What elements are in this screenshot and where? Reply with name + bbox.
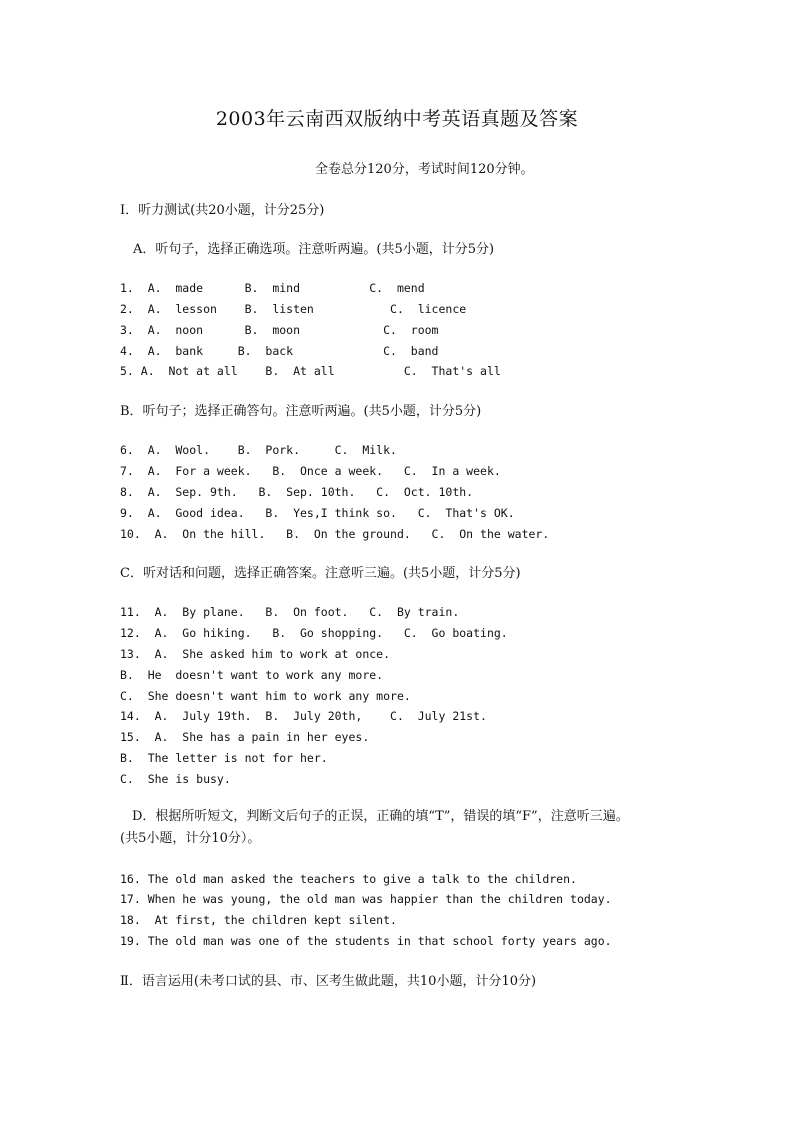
question-item: 16. The old man asked the teachers to give a talk to the children. — [120, 872, 577, 886]
question-item: 18. At first, the children kept silent. — [120, 913, 397, 927]
question-item: 3. A. noon B. moon C. room — [120, 323, 439, 337]
question-item: 6. A. Wool. B. Pork. C. Milk. — [120, 443, 397, 457]
page-title: 2003年云南西双版纳中考英语真题及答案 — [215, 108, 579, 130]
question-item: 12. A. Go hiking. B. Go shopping. C. Go boating. — [120, 626, 508, 640]
question-item: B. The letter is not for her. — [120, 751, 328, 765]
question-item: C. She is busy. — [120, 772, 231, 786]
question-item: 10. A. On the hill. B. On the ground. C. On the water. — [120, 527, 550, 541]
sectionC-heading: C．听对话和问题，选择正确答案。注意听三遍。(共5小题，计分5分) — [120, 566, 521, 581]
question-item: 5. A. Not at all B. At all C. That's all — [120, 364, 501, 378]
question-item: 9. A. Good idea. B. Yes,I think so. C. That's OK. — [120, 506, 515, 520]
sectionB-heading: B．听句子；选择正确答句。注意听两遍。(共5小题，计分5分) — [120, 404, 482, 419]
question-item: 15. A. She has a pain in her eyes. — [120, 730, 370, 744]
question-item: 14. A. July 19th. B. July 20th, C. July 21st. — [120, 709, 487, 723]
question-item: 2. A. lesson B. listen C. licence — [120, 302, 467, 316]
question-item: C. She doesn't want him to work any more. — [120, 689, 411, 703]
question-item: 17. When he was young, the old man was happier than the children today. — [120, 892, 612, 906]
exam-meta: 全卷总分120分，考试时间120分钟。 — [315, 162, 534, 177]
question-item: 13. A. She asked him to work at once. — [120, 647, 391, 661]
question-item: 4. A. bank B. back C. band — [120, 344, 439, 358]
question-item: 7. A. For a week. B. Once a week. C. In a week. — [120, 464, 501, 478]
question-item: 19. The old man was one of the students in that school forty years ago. — [120, 934, 612, 948]
sectionD-heading-line1: D．根据所听短文，判断文后句子的正误，正确的填“T”，错误的填“F”，注意听三遍。 — [132, 809, 629, 824]
sectionD-heading — [120, 806, 680, 850]
part1-heading: I．听力测试(共20小题，计分25分) — [120, 203, 325, 218]
sectionD-heading-line2: (共5小题，计分10分）。 — [120, 831, 261, 846]
question-item: 8. A. Sep. 9th. B. Sep. 10th. C. Oct. 10th. — [120, 485, 474, 499]
question-item: B. He doesn't want to work any more. — [120, 668, 384, 682]
part2-heading: Ⅱ．语言运用(未考口试的县、市、区考生做此题，共10小题，计分10分) — [120, 974, 537, 989]
sectionA-heading: A．听句子，选择正确选项。注意听两遍。(共5小题，计分5分) — [133, 242, 495, 257]
question-item: 11. A. By plane. B. On foot. C. By train. — [120, 605, 460, 619]
question-item: 1. A. made B. mind C. mend — [120, 281, 425, 295]
